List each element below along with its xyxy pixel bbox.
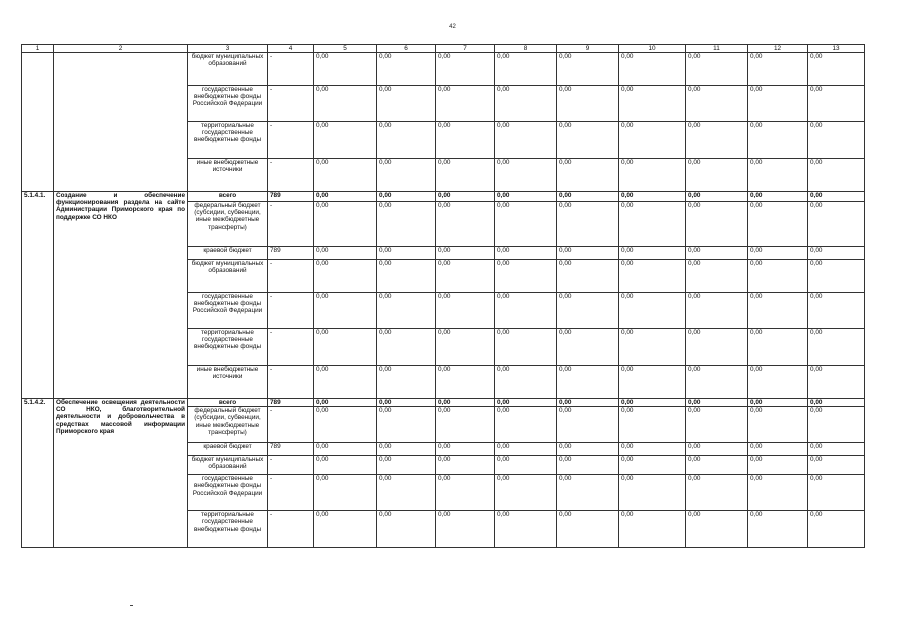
amount-cell: 0,00 <box>808 192 865 202</box>
amount-cell: 0,00 <box>314 247 377 260</box>
amount-cell: 0,00 <box>808 86 865 122</box>
amount-cell: 0,00 <box>619 475 686 511</box>
amount-cell: 0,00 <box>314 122 377 159</box>
amount-cell: 0,00 <box>377 407 436 443</box>
amount-cell: 0,00 <box>619 443 686 456</box>
amount-cell: 0,00 <box>377 366 436 399</box>
column-header: 5 <box>314 45 377 53</box>
funding-source: краевой бюджет <box>188 247 268 260</box>
amount-cell: 0,00 <box>557 159 619 192</box>
amount-cell: 0,00 <box>495 293 557 329</box>
amount-cell: 0,00 <box>619 293 686 329</box>
column-header: 6 <box>377 45 436 53</box>
funding-source: бюджет муниципальных образований <box>188 53 268 86</box>
amount-cell: 0,00 <box>686 511 748 548</box>
amount-cell: 0,00 <box>619 86 686 122</box>
amount-cell: 0,00 <box>314 192 377 202</box>
amount-cell: 0,00 <box>377 260 436 293</box>
amount-cell: 0,00 <box>314 53 377 86</box>
budget-code-cell: - <box>268 86 314 122</box>
amount-cell: 0,00 <box>557 202 619 247</box>
amount-cell: 0,00 <box>377 475 436 511</box>
amount-cell: 0,00 <box>619 329 686 366</box>
amount-cell: 0,00 <box>619 53 686 86</box>
amount-cell: 0,00 <box>436 511 495 548</box>
amount-cell: 0,00 <box>314 366 377 399</box>
amount-cell: 0,00 <box>808 202 865 247</box>
amount-cell: 0,00 <box>314 86 377 122</box>
amount-cell: 0,00 <box>495 86 557 122</box>
budget-code-cell: - <box>268 293 314 329</box>
amount-cell: 0,00 <box>557 456 619 475</box>
header-row <box>22 45 865 53</box>
amount-cell: 0,00 <box>377 159 436 192</box>
amount-cell: 0,00 <box>619 366 686 399</box>
amount-cell: 0,00 <box>808 293 865 329</box>
footnote-mark <box>130 605 133 606</box>
amount-cell: 0,00 <box>436 159 495 192</box>
amount-cell: 0,00 <box>495 260 557 293</box>
amount-cell: 0,00 <box>436 329 495 366</box>
budget-code-cell: - <box>268 456 314 475</box>
amount-cell: 0,00 <box>495 53 557 86</box>
amount-cell: 0,00 <box>686 399 748 407</box>
funding-source: бюджет муниципальных образований <box>188 456 268 475</box>
amount-cell: 0,00 <box>557 475 619 511</box>
funding-source: федеральный бюджет (субсидии, субвенции, иные межбюджетные трансферты) <box>188 407 268 443</box>
amount-cell: 0,00 <box>377 202 436 247</box>
amount-cell: 0,00 <box>557 247 619 260</box>
amount-cell: 0,00 <box>686 202 748 247</box>
funding-source: иные внебюджетные источники <box>188 159 268 192</box>
amount-cell: 0,00 <box>495 399 557 407</box>
amount-cell: 0,00 <box>557 443 619 456</box>
amount-cell: 0,00 <box>619 159 686 192</box>
budget-code-cell: 789 <box>268 443 314 456</box>
column-header: 13 <box>808 45 865 53</box>
amount-cell: 0,00 <box>495 475 557 511</box>
row-code: 5.1.4.2. <box>22 399 54 548</box>
amount-cell: 0,00 <box>808 329 865 366</box>
row-code: 5.1.4.1. <box>22 192 54 399</box>
activity-name: Обеспечение освещения деятельности СО НКО, благотворительной деятельности и добровольчества в средствах массовой информации Приморского края <box>54 399 188 548</box>
amount-cell: 0,00 <box>686 366 748 399</box>
budget-code-cell: 789 <box>268 247 314 260</box>
amount-cell: 0,00 <box>436 247 495 260</box>
amount-cell: 0,00 <box>748 247 808 260</box>
amount-cell: 0,00 <box>748 456 808 475</box>
amount-cell: 0,00 <box>377 399 436 407</box>
amount-cell: 0,00 <box>686 247 748 260</box>
amount-cell: 0,00 <box>748 443 808 456</box>
amount-cell: 0,00 <box>495 443 557 456</box>
amount-cell: 0,00 <box>686 293 748 329</box>
amount-cell: 0,00 <box>314 475 377 511</box>
budget-code-cell: - <box>268 475 314 511</box>
budget-code-cell: - <box>268 511 314 548</box>
amount-cell: 0,00 <box>808 456 865 475</box>
amount-cell: 0,00 <box>619 202 686 247</box>
column-header: 12 <box>748 45 808 53</box>
amount-cell: 0,00 <box>808 260 865 293</box>
amount-cell: 0,00 <box>557 511 619 548</box>
amount-cell: 0,00 <box>436 443 495 456</box>
amount-cell: 0,00 <box>377 86 436 122</box>
amount-cell: 0,00 <box>436 53 495 86</box>
amount-cell: 0,00 <box>436 86 495 122</box>
amount-cell: 0,00 <box>619 192 686 202</box>
amount-cell: 0,00 <box>748 159 808 192</box>
amount-cell: 0,00 <box>808 247 865 260</box>
amount-cell: 0,00 <box>436 192 495 202</box>
funding-source: всего <box>188 192 268 202</box>
amount-cell: 0,00 <box>748 293 808 329</box>
column-header: 10 <box>619 45 686 53</box>
funding-source: государственные внебюджетные фонды Российской Федерации <box>188 293 268 329</box>
page-number: 42 <box>449 24 456 30</box>
amount-cell: 0,00 <box>748 511 808 548</box>
amount-cell: 0,00 <box>686 456 748 475</box>
amount-cell: 0,00 <box>557 399 619 407</box>
table-body <box>22 53 865 548</box>
budget-code-cell: 789 <box>268 192 314 202</box>
amount-cell: 0,00 <box>495 247 557 260</box>
amount-cell: 0,00 <box>557 293 619 329</box>
amount-cell: 0,00 <box>377 122 436 159</box>
amount-cell: 0,00 <box>495 329 557 366</box>
amount-cell: 0,00 <box>686 159 748 192</box>
funding-source: территориальные государственные внебюджетные фонды <box>188 511 268 548</box>
amount-cell: 0,00 <box>377 329 436 366</box>
amount-cell: 0,00 <box>557 407 619 443</box>
amount-cell: 0,00 <box>377 443 436 456</box>
amount-cell: 0,00 <box>557 192 619 202</box>
budget-code-cell: 789 <box>268 399 314 407</box>
budget-code-cell: - <box>268 260 314 293</box>
amount-cell: 0,00 <box>748 192 808 202</box>
amount-cell: 0,00 <box>686 475 748 511</box>
budget-code-cell: - <box>268 53 314 86</box>
amount-cell: 0,00 <box>377 511 436 548</box>
activity-name <box>54 53 188 192</box>
column-header: 8 <box>495 45 557 53</box>
column-header: 1 <box>22 45 54 53</box>
total-row <box>22 399 865 407</box>
amount-cell: 0,00 <box>619 407 686 443</box>
amount-cell: 0,00 <box>748 329 808 366</box>
amount-cell: 0,00 <box>619 247 686 260</box>
column-header: 9 <box>557 45 619 53</box>
amount-cell: 0,00 <box>808 475 865 511</box>
funding-source: территориальные государственные внебюджетные фонды <box>188 329 268 366</box>
activity-name: Создание и обеспечение функционирования раздела на сайте Администрации Приморского края по поддержке СО НКО <box>54 192 188 399</box>
funding-source: бюджет муниципальных образований <box>188 260 268 293</box>
amount-cell: 0,00 <box>495 202 557 247</box>
budget-code-cell: - <box>268 366 314 399</box>
amount-cell: 0,00 <box>314 202 377 247</box>
table-row <box>22 53 865 86</box>
amount-cell: 0,00 <box>808 407 865 443</box>
row-code <box>22 53 54 192</box>
amount-cell: 0,00 <box>314 293 377 329</box>
amount-cell: 0,00 <box>377 53 436 86</box>
funding-source: краевой бюджет <box>188 443 268 456</box>
amount-cell: 0,00 <box>748 366 808 399</box>
amount-cell: 0,00 <box>436 366 495 399</box>
column-header: 7 <box>436 45 495 53</box>
amount-cell: 0,00 <box>495 407 557 443</box>
amount-cell: 0,00 <box>686 260 748 293</box>
amount-cell: 0,00 <box>619 122 686 159</box>
amount-cell: 0,00 <box>314 511 377 548</box>
amount-cell: 0,00 <box>495 192 557 202</box>
amount-cell: 0,00 <box>748 122 808 159</box>
column-header: 11 <box>686 45 748 53</box>
amount-cell: 0,00 <box>436 456 495 475</box>
amount-cell: 0,00 <box>686 407 748 443</box>
column-header: 3 <box>188 45 268 53</box>
funding-source: государственные внебюджетные фонды Российской Федерации <box>188 86 268 122</box>
funding-source: иные внебюджетные источники <box>188 366 268 399</box>
funding-source: территориальные государственные внебюджетные фонды <box>188 122 268 159</box>
amount-cell: 0,00 <box>748 86 808 122</box>
amount-cell: 0,00 <box>495 159 557 192</box>
funding-source: государственные внебюджетные фонды Российской Федерации <box>188 475 268 511</box>
amount-cell: 0,00 <box>314 159 377 192</box>
amount-cell: 0,00 <box>808 122 865 159</box>
amount-cell: 0,00 <box>314 443 377 456</box>
amount-cell: 0,00 <box>686 122 748 159</box>
amount-cell: 0,00 <box>436 293 495 329</box>
amount-cell: 0,00 <box>619 399 686 407</box>
amount-cell: 0,00 <box>748 53 808 86</box>
amount-cell: 0,00 <box>495 122 557 159</box>
amount-cell: 0,00 <box>377 247 436 260</box>
funding-source: федеральный бюджет (субсидии, субвенции, иные межбюджетные трансферты) <box>188 202 268 247</box>
budget-code-cell: - <box>268 407 314 443</box>
amount-cell: 0,00 <box>495 366 557 399</box>
amount-cell: 0,00 <box>808 159 865 192</box>
amount-cell: 0,00 <box>495 511 557 548</box>
amount-cell: 0,00 <box>436 407 495 443</box>
amount-cell: 0,00 <box>808 443 865 456</box>
column-header: 4 <box>268 45 314 53</box>
amount-cell: 0,00 <box>377 192 436 202</box>
amount-cell: 0,00 <box>808 366 865 399</box>
funding-source: всего <box>188 399 268 407</box>
amount-cell: 0,00 <box>436 399 495 407</box>
amount-cell: 0,00 <box>557 366 619 399</box>
amount-cell: 0,00 <box>619 511 686 548</box>
amount-cell: 0,00 <box>686 443 748 456</box>
amount-cell: 0,00 <box>686 53 748 86</box>
budget-code-cell: - <box>268 329 314 366</box>
amount-cell: 0,00 <box>748 202 808 247</box>
amount-cell: 0,00 <box>495 456 557 475</box>
amount-cell: 0,00 <box>314 399 377 407</box>
amount-cell: 0,00 <box>436 475 495 511</box>
amount-cell: 0,00 <box>377 293 436 329</box>
column-header: 2 <box>54 45 188 53</box>
budget-code-cell: - <box>268 202 314 247</box>
budget-code-cell: - <box>268 122 314 159</box>
amount-cell: 0,00 <box>686 329 748 366</box>
amount-cell: 0,00 <box>557 260 619 293</box>
amount-cell: 0,00 <box>436 260 495 293</box>
amount-cell: 0,00 <box>808 511 865 548</box>
amount-cell: 0,00 <box>314 329 377 366</box>
amount-cell: 0,00 <box>557 53 619 86</box>
amount-cell: 0,00 <box>314 260 377 293</box>
budget-table <box>21 44 865 548</box>
amount-cell: 0,00 <box>686 192 748 202</box>
amount-cell: 0,00 <box>619 260 686 293</box>
amount-cell: 0,00 <box>436 202 495 247</box>
amount-cell: 0,00 <box>808 399 865 407</box>
amount-cell: 0,00 <box>808 53 865 86</box>
amount-cell: 0,00 <box>686 86 748 122</box>
budget-code-cell: - <box>268 159 314 192</box>
amount-cell: 0,00 <box>557 86 619 122</box>
total-row <box>22 192 865 202</box>
amount-cell: 0,00 <box>377 456 436 475</box>
amount-cell: 0,00 <box>748 399 808 407</box>
amount-cell: 0,00 <box>748 475 808 511</box>
amount-cell: 0,00 <box>314 407 377 443</box>
amount-cell: 0,00 <box>748 260 808 293</box>
amount-cell: 0,00 <box>619 456 686 475</box>
amount-cell: 0,00 <box>557 329 619 366</box>
amount-cell: 0,00 <box>436 122 495 159</box>
amount-cell: 0,00 <box>557 122 619 159</box>
amount-cell: 0,00 <box>748 407 808 443</box>
amount-cell: 0,00 <box>314 456 377 475</box>
